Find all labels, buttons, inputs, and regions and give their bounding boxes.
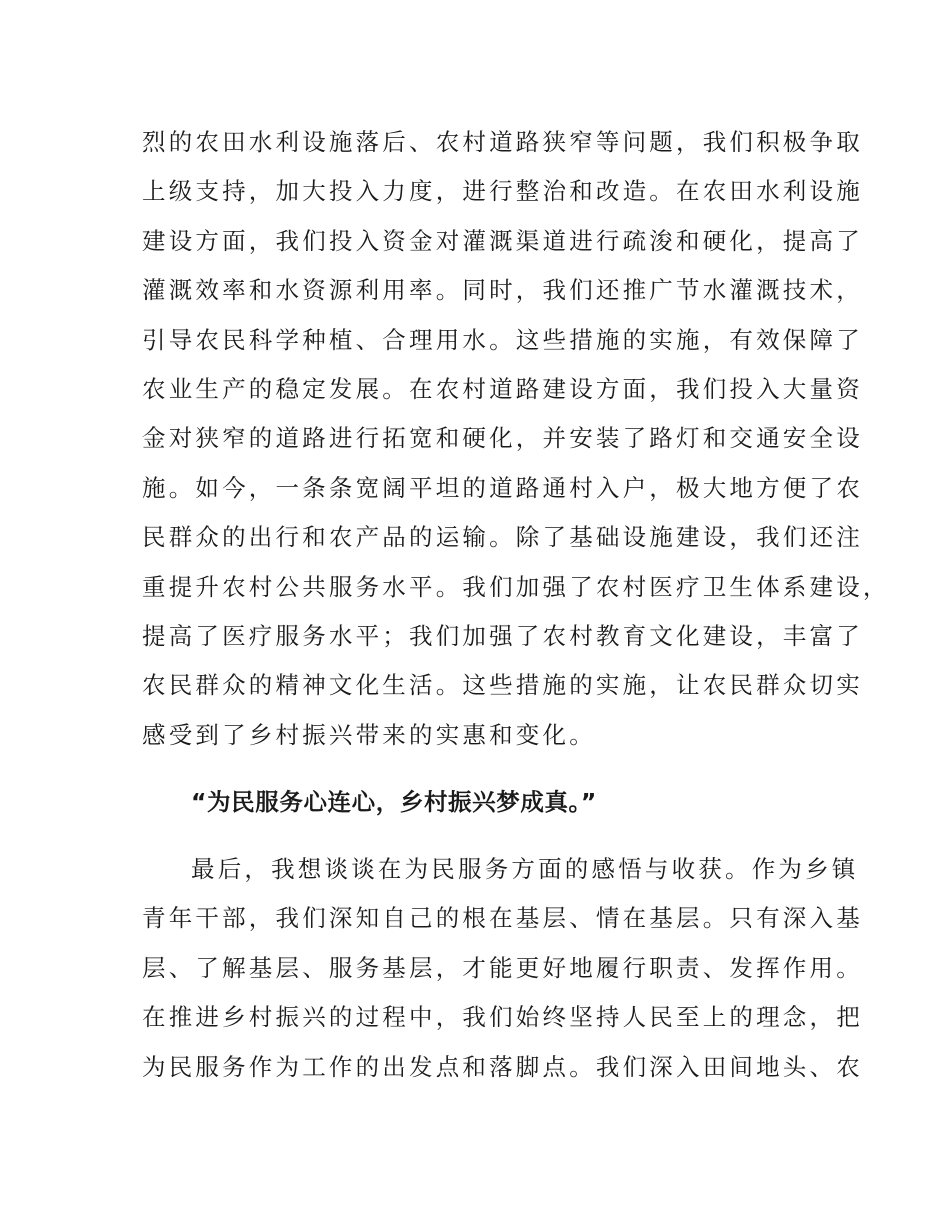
text-line: 烈的农田水利设施落后、农村道路狭窄等问题，我们积极争取 [142,128,863,156]
text-line: 农业生产的稳定发展。在农村道路建设方面，我们投入大量资 [142,374,863,403]
text-line: 建设方面，我们投入资金对灌溉渠道进行疏浚和硬化，提高了 [142,226,863,255]
text-line: 感受到了乡村振兴带来的实惠和变化。 [142,720,596,749]
text-line: 上级支持，加大投入力度，进行整治和改造。在农田水利设施 [142,177,863,206]
text-line: 引导农民科学种植、合理用水。这些措施的实施，有效保障了 [142,325,863,354]
text-line: 灌溉效率和水资源利用率。同时，我们还推广节水灌溉技术， [142,276,863,305]
text-line: 层、了解基层、服务基层，才能更好地履行职责、发挥作用。 [142,953,863,982]
section-heading: “为民服务心连心，乡村振兴梦成真。” [191,788,597,816]
text-line: 最后，我想谈谈在为民服务方面的感悟与收获。作为乡镇 [191,855,859,883]
text-line: 民群众的出行和农产品的运输。除了基础设施建设，我们还注 [142,523,863,552]
text-line: 为民服务作为工作的出发点和落脚点。我们深入田间地头、农 [142,1052,863,1081]
body-paragraph-next [142,845,863,1092]
body-paragraph-continued [142,118,890,760]
text-line: 提高了医疗服务水平；我们加强了农村教育文化建设，丰富了 [142,621,863,650]
text-line: 青年干部，我们深知自己的根在基层、情在基层。只有深入基 [142,904,863,933]
text-line: 农民群众的精神文化生活。这些措施的实施，让农民群众切实 [142,671,863,700]
text-line: 重提升农村公共服务水平。我们加强了农村医疗卫生体系建设， [142,572,890,601]
text-line: 施。如今，一条条宽阔平坦的道路通村入户，极大地方便了农 [142,473,863,502]
text-line: 金对狭窄的道路进行拓宽和硬化，并安装了路灯和交通安全设 [142,424,863,453]
text-line: 在推进乡村振兴的过程中，我们始终坚持人民至上的理念，把 [142,1003,863,1032]
